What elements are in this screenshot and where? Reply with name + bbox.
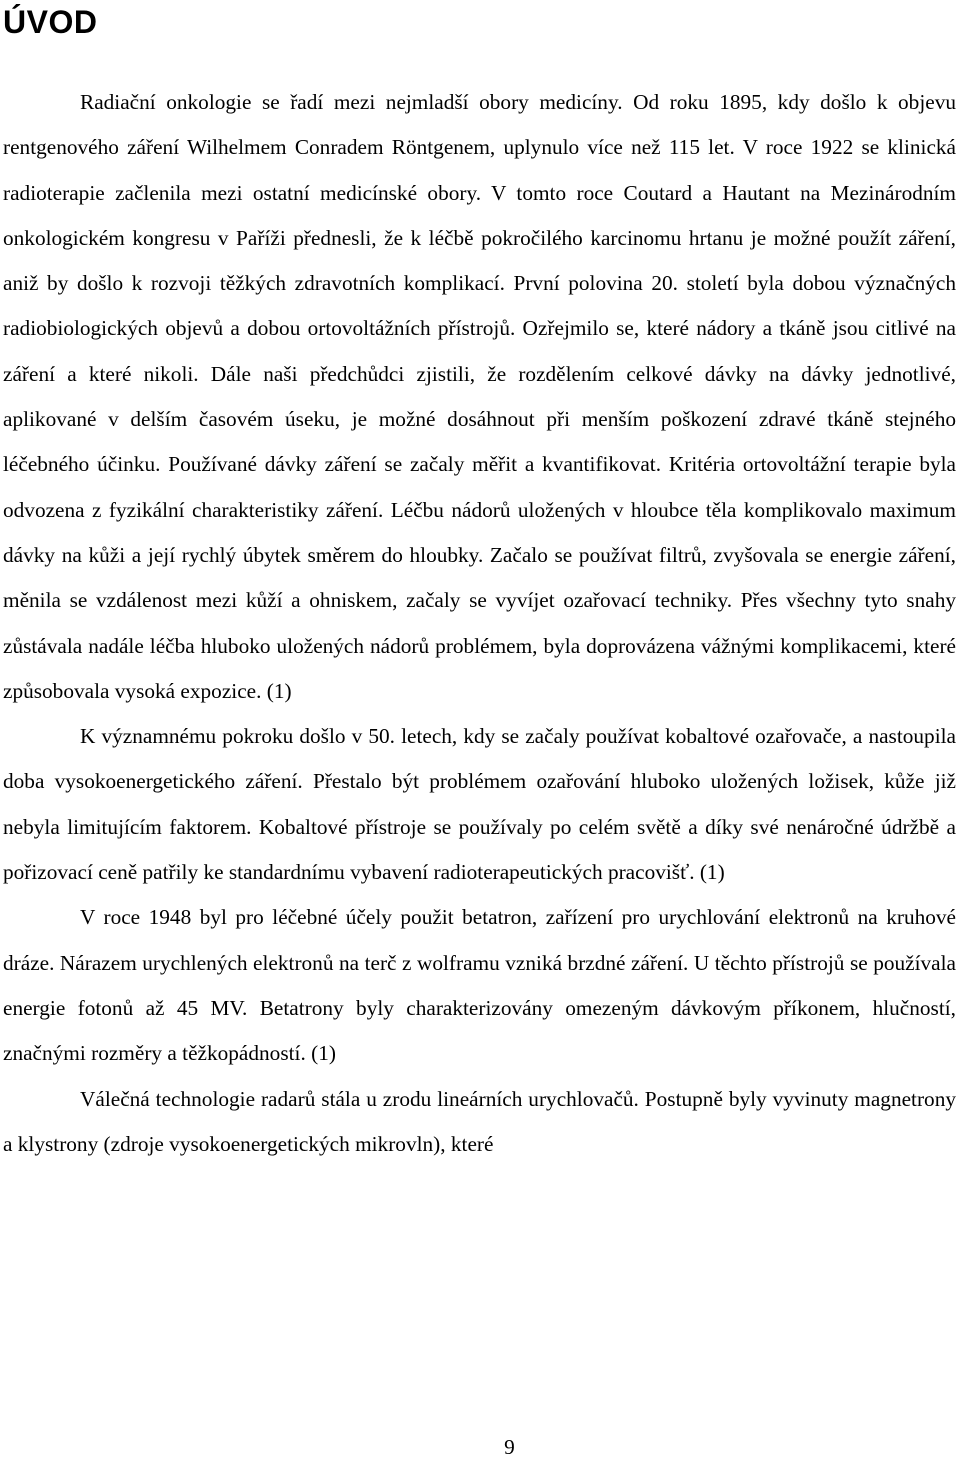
section-heading: ÚVOD — [3, 4, 98, 40]
body-text — [3, 80, 956, 1167]
paragraph-betatron: V roce 1948 byl pro léčebné účely použit betatron, zařízení pro urychlování elektronů na kruhové dráze. Nárazem urychlených elektronů na terč z wolframu vzniká brzdné záření. U těchto přístrojů se používala energie fotonů až 45 MV. Betatrony byly charakterizovány omezeným dávkovým příkonem, hlučností, značnými rozměry a těžkopádností. (1) — [3, 905, 956, 1066]
paragraph-cobalt: K významnému pokroku došlo v 50. letech, kdy se začaly používat kobaltové ozařovače, a nastoupila doba vysokoenergetického záření. Přestalo být problémem ozařování hluboko uložených ložisek, kůže již nebyla limitujícím faktorem. Kobaltové přístroje se používaly po celém světě a díky své nenáročné údržbě a pořizovací ceně patřily ke standardnímu vybavení radioterapeutických pracovišť. (1) — [3, 724, 956, 885]
paragraph-history-intro: Radiační onkologie se řadí mezi nejmladší obory medicíny. Od roku 1895, kdy došlo k objevu rentgenového záření Wilhelmem Conradem Röntgenem, uplynulo více než 115 let. V roce 1922 se klinická radioterapie začlenila mezi ostatní medicínské obory. V tomto roce Coutard a Hautant na Mezinárodním onkologickém kongresu v Paříži přednesli, že k léčbě pokročilého karcinomu hrtanu je možné použít záření, aniž by došlo k rozvoji těžkých zdravotních komplikací. První polovina 20. století byla dobou význačných radiobiologických objevů a dobou ortovoltážních přístrojů. Ozřejmilo se, které nádory a tkáně jsou citlivé na záření a které nikoli. Dále naši předchůdci zjistili, že rozdělením celkové dávky na dávky jednotlivé, aplikované v delším časovém úseku, je možné dosáhnout při menším poškození zdravé tkáně stejného léčebného účinku. Používané dávky záření se začaly měřit a kvantifikovat. Kritéria ortovoltážní terapie byla odvozena z fyzikální charakteristiky záření. Léčbu nádorů uložených v hloubce těla komplikovalo maximum dávky na kůži a její rychlý úbytek směrem do hloubky. Začalo se používat filtrů, zvyšovala se energie záření, měnila se vzdálenost mezi kůží a ohniskem, začaly se vyvíjet ozařovací techniky. Přes všechny tyto snahy zůstávala nadále léčba hluboko uložených nádorů problémem, byla doprovázena vážnými komplikacemi, které způsobovala vysoká expozice. (1) — [3, 90, 956, 703]
page-number: 9 — [504, 1435, 515, 1459]
paragraph-linear-accelerators: Válečná technologie radarů stála u zrodu lineárních urychlovačů. Postupně byly vyvinuty magnetrony a klystrony (zdroje vysokoenergetických mikrovln), které — [3, 1086, 956, 1156]
